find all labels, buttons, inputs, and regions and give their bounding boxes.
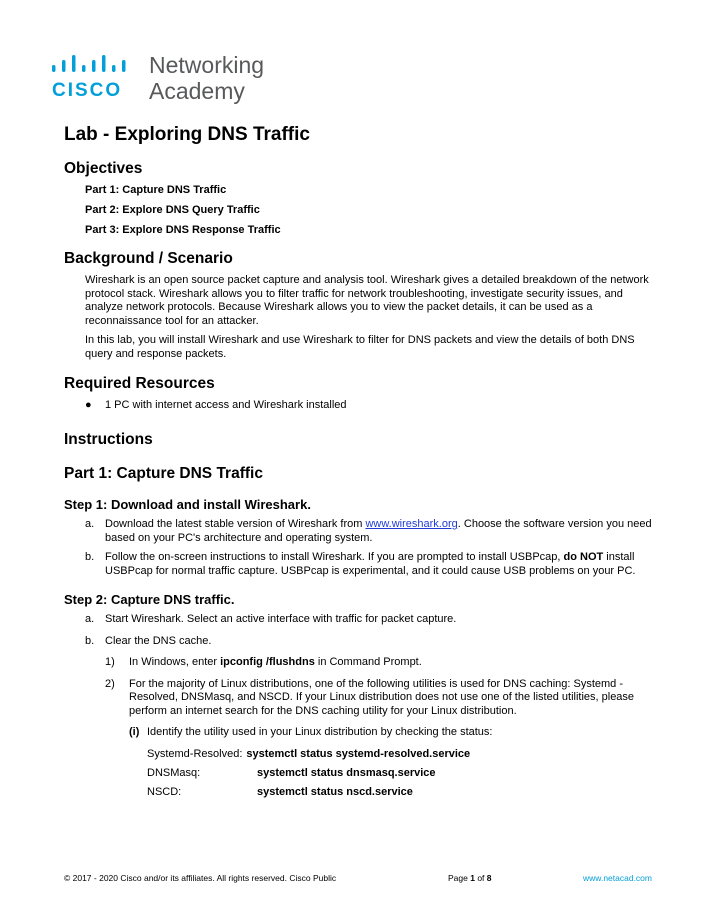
command-label: DNSMasq: [147,766,201,779]
step2-item-a [85,613,654,627]
command-row [147,748,654,760]
objective-item: Part 1: Capture DNS Traffic [85,184,227,196]
logo-networking-text: Networking [149,52,265,78]
step2-substep-i [129,726,654,740]
substep1-text-end: in Command Prompt. [314,656,422,668]
step2-a-text: Start Wireshark. Select an active interface with traffic for packet capture. [105,613,457,625]
instructions-heading: Instructions [64,431,153,448]
flushdns-command: ipconfig /flushdns [220,656,315,668]
command-text: systemctl status nscd.service [257,785,413,798]
page-total: 8 [486,873,492,883]
list-marker: b. [85,551,95,563]
step1-b-text: Follow the on-screen instructions to install Wireshark. If you are prompted to install USBPcap, [105,551,564,563]
step1-b-text-end: install USBPcap for normal traffic capture. USBPcap is experimental, and it could cause USB problems on your PC. [105,551,636,577]
step1-a-text: Download the latest stable version of Wireshark from [105,518,366,530]
step2-substep-1 [105,656,654,670]
step1-item-a [85,518,654,545]
cisco-wordmark: CISCO [52,80,123,101]
bullet-icon: ● [85,399,92,411]
objectives-heading: Objectives [64,160,143,177]
part1-heading: Part 1: Capture DNS Traffic [64,465,263,482]
list-marker: 2) [105,677,115,690]
footer-page-number [448,873,492,883]
list-marker: a. [85,613,95,625]
list-marker: (i) [129,726,140,738]
page-current: 1 [470,873,475,883]
resource-text: 1 PC with internet access and Wireshark installed [105,399,347,411]
page-label: Page [448,873,471,883]
resources-heading: Required Resources [64,375,215,392]
step2-heading: Step 2: Capture DNS traffic. [64,592,235,607]
step2-b-text: Clear the DNS cache. [105,634,212,647]
step2-substep-2 [105,678,654,719]
list-marker: b. [85,634,95,647]
step1-b-bold: do NOT [563,551,604,563]
step1-item-b [85,551,654,578]
command-row [147,767,654,779]
background-heading: Background / Scenario [64,250,233,267]
list-marker: a. [85,518,95,530]
list-marker: 1) [105,656,115,668]
logo-academy-text: Academy [149,78,245,104]
command-label: Systemd-Resolved: [147,747,243,760]
substep1-text: In Windows, enter [129,656,221,668]
command-label: NSCD: [147,785,182,798]
substep2-text: For the majority of Linux distributions, one of the following utilities is used for DNS caching: Systemd - Resolved, DNSMasq, and NSCD. If your Linux distribution does not use one of the listed utilities, please perform an internet search for the DNS caching utility for your Linux distribution. [129,677,635,717]
cisco-bars-icon [52,55,138,77]
page-title: Lab - Exploring DNS Traffic [64,124,310,145]
step1-a-text-end: . Choose the software version you need based on your PC's architecture and operating system. [105,518,652,544]
step2-item-b [85,635,654,649]
command-text: systemctl status systemd-resolved.service [246,747,471,760]
page-of: of [474,873,487,883]
wireshark-link[interactable]: www.wireshark.org [365,518,458,530]
objective-item: Part 2: Explore DNS Query Traffic [85,204,260,216]
objective-item: Part 3: Explore DNS Response Traffic [85,224,281,236]
background-paragraph-1: Wireshark is an open source packet capture and analysis tool. Wireshark gives a detailed breakdown of the network protocol stack. Wireshark allows you to filter traffic for network troubleshooting, investigate security issues, and analyze network protocols. Because Wireshark allows you to view the packet details, it can be used as a reconnaissance tool for an attacker. [85,274,649,327]
command-text: systemctl status dnsmasq.service [257,766,436,779]
resource-item [85,399,654,411]
step1-heading: Step 1: Download and install Wireshark. [64,497,311,512]
command-row [147,786,654,798]
footer-copyright: © 2017 - 2020 Cisco and/or its affiliates. All rights reserved. Cisco Public [64,873,337,883]
document-body [64,124,654,805]
footer-website[interactable]: www.netacad.com [583,873,652,883]
cisco-networking-academy-logo [52,52,282,106]
background-paragraph-2: In this lab, you will install Wireshark and use Wireshark to filter for DNS packets and view the details of both DNS query and response packets. [85,334,635,360]
substep-i-text: Identify the utility used in your Linux distribution by checking the status: [147,726,493,738]
